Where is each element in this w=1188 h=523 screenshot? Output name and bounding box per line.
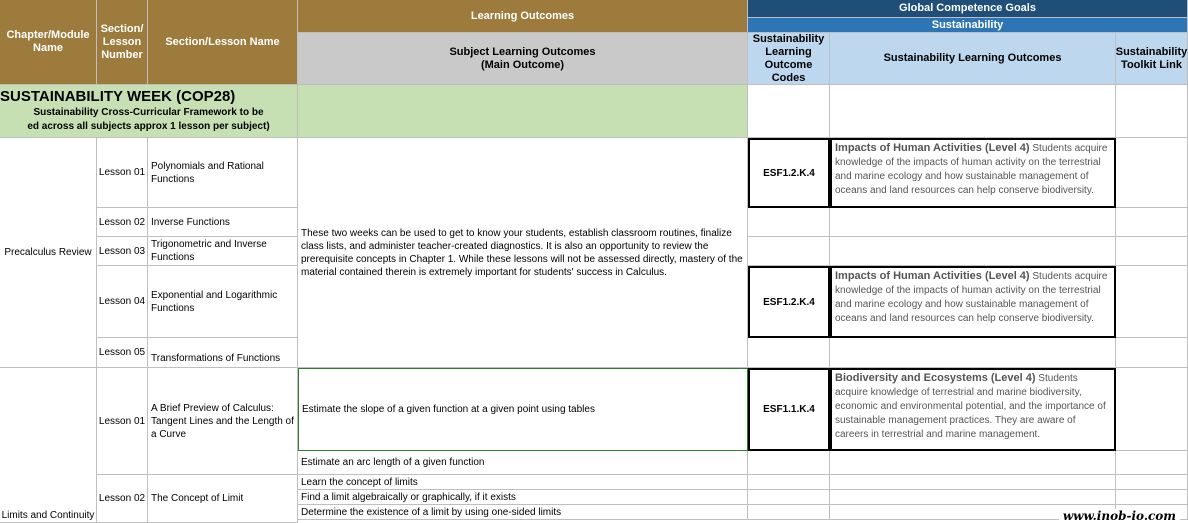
outcome-learn-limits: Learn the concept of limits xyxy=(298,475,748,490)
watermark: www.inob-io.com xyxy=(1059,509,1180,523)
header-section-number: Section/ Lesson Number xyxy=(97,0,148,85)
header-sus-codes: Sustainability Learning Outcome Codes xyxy=(748,33,830,85)
sus-outcome-cell xyxy=(830,338,1116,368)
sus-code-cell: ESF1.2.K.4 xyxy=(748,266,830,338)
header-section-name: Section/Lesson Name xyxy=(148,0,298,85)
header-learning-outcomes: Learning Outcomes xyxy=(298,0,748,33)
outcome-find-limit: Find a limit algebraically or graphically, if it exists xyxy=(298,490,748,505)
toolkit-cell xyxy=(1116,266,1188,338)
sus-outcome-cell: Impacts of Human Activities (Level 4) Students acquire knowledge of the impacts of human activity on the terrestrial and marine ecology and how sustainable management of oceans and land resources can help conserve biodiversity. xyxy=(830,266,1116,338)
sus-code-cell xyxy=(748,338,830,368)
module-limits: Limits and Continuity xyxy=(0,368,97,523)
toolkit-cell xyxy=(1116,368,1188,451)
header-chapter: Chapter/Module Name xyxy=(0,0,97,85)
banner-title: SUSTAINABILITY WEEK (COP28) xyxy=(0,88,236,105)
outcome-slope: Estimate the slope of a given function at a given point using tables xyxy=(298,368,748,451)
lesson-number: Lesson 03 xyxy=(97,237,148,266)
lesson-number: Lesson 02 xyxy=(97,475,148,523)
sus-code-cell xyxy=(748,208,830,237)
lesson-number: Lesson 02 xyxy=(97,208,148,237)
lesson-number: Lesson 05 xyxy=(97,338,148,368)
header-subject-outcomes: Subject Learning Outcomes (Main Outcome) xyxy=(298,33,748,85)
header-sus-outcomes: Sustainability Learning Outcomes xyxy=(830,33,1116,85)
lesson-name: Polynomials and Rational Functions xyxy=(148,138,298,208)
sus-outcome-cell xyxy=(830,475,1116,490)
sus-outcome-cell xyxy=(830,237,1116,266)
sus-outcome-cell: Impacts of Human Activities (Level 4) Students acquire knowledge of the impacts of human activity on the terrestrial and marine ecology and how sustainable management of oceans and land resources can help conserve biodiversity. xyxy=(830,138,1116,208)
sus-code-cell xyxy=(748,237,830,266)
lesson-name: The Concept of Limit xyxy=(148,475,298,523)
toolkit-cell xyxy=(1116,490,1188,505)
sus-code-cell xyxy=(748,505,830,520)
sus-outcome-cell xyxy=(830,208,1116,237)
banner-toolkit-cell xyxy=(1116,85,1188,138)
module-precalculus: Precalculus Review xyxy=(0,138,97,368)
toolkit-cell xyxy=(1116,451,1188,475)
header-sustainability: Sustainability xyxy=(748,18,1188,33)
outcome-arc-length: Estimate an arc length of a given function xyxy=(298,451,748,475)
precalc-outcome-text: These two weeks can be used to get to know your students, establish classroom routines, finalize class lists, and administer teacher-created diagnostics. It is also an opportunity to review the prerequisite concepts in Chapter 1. While these lessons will not be assessed directly, mastery of the material contained therein is extremely important for students' success in Calculus. xyxy=(298,138,748,368)
banner-outcome-cell xyxy=(298,85,748,138)
toolkit-cell xyxy=(1116,338,1188,368)
banner-line-2: Sustainability Cross-Curricular Framework to be xyxy=(33,107,264,118)
toolkit-cell xyxy=(1116,138,1188,208)
banner-code-cell xyxy=(748,85,830,138)
lesson-name: Exponential and Logarithmic Functions xyxy=(148,266,298,338)
lesson-name: A Brief Preview of Calculus: Tangent Lines and the Length of a Curve xyxy=(148,368,298,475)
sus-code-cell xyxy=(748,451,830,475)
toolkit-cell xyxy=(1116,475,1188,490)
lesson-number: Lesson 04 xyxy=(97,266,148,338)
outcome-one-sided: Determine the existence of a limit by using one-sided limits xyxy=(298,505,748,520)
sus-code-cell: ESF1.2.K.4 xyxy=(748,138,830,208)
sus-code-cell xyxy=(748,490,830,505)
sus-outcome-cell xyxy=(830,490,1116,505)
header-global-goals: Global Competence Goals xyxy=(748,0,1188,18)
sus-outcome-cell: Biodiversity and Ecosystems (Level 4) Students acquire knowledge of terrestrial and marine biodiversity, economic and environmental potential, and the importance of sustainable management practices. They are aware of careers in terrestrial and marine management. xyxy=(830,368,1116,451)
sus-outcome-cell xyxy=(830,451,1116,475)
banner-line-3: ed across all subjects approx 1 lesson per subject) xyxy=(27,121,270,132)
lesson-number: Lesson 01 xyxy=(97,368,148,475)
lesson-name: Inverse Functions xyxy=(148,208,298,237)
lesson-name: Trigonometric and Inverse Functions xyxy=(148,237,298,266)
sus-code-cell xyxy=(748,475,830,490)
lesson-number: Lesson 01 xyxy=(97,138,148,208)
lesson-name: Transformations of Functions xyxy=(148,338,298,368)
header-toolkit: Sustainability Toolkit Link xyxy=(1116,33,1188,85)
sus-code-cell: ESF1.1.K.4 xyxy=(748,368,830,451)
toolkit-cell xyxy=(1116,208,1188,237)
sustainability-week-banner xyxy=(0,85,298,138)
toolkit-cell xyxy=(1116,237,1188,266)
banner-sus-cell xyxy=(830,85,1116,138)
